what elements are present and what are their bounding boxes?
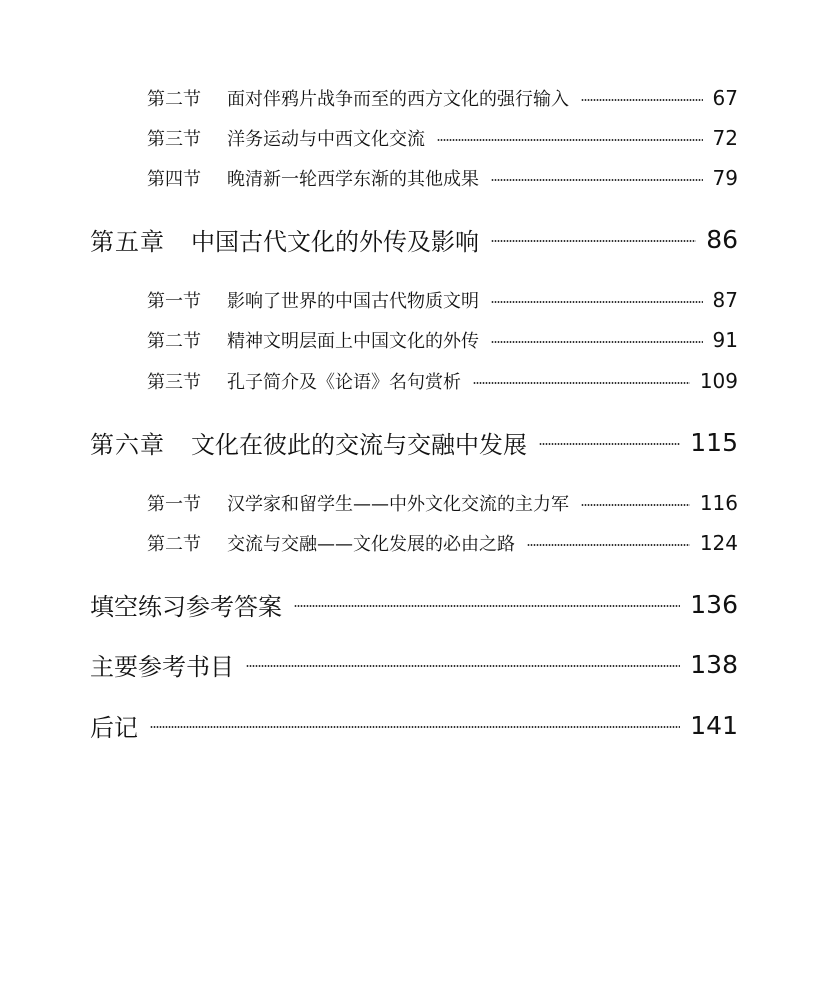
dot-leader bbox=[581, 99, 703, 101]
page-number: 87 bbox=[712, 288, 738, 312]
toc-entry-chapter bbox=[90, 222, 738, 256]
section-title: 晚清新一轮西学东渐的其他成果 bbox=[227, 169, 479, 190]
toc-entry-chapter bbox=[90, 425, 738, 459]
dot-leader bbox=[294, 605, 680, 607]
toc-entry-chapter bbox=[90, 708, 738, 742]
toc-entry-section bbox=[147, 529, 738, 557]
section-number: 第三节 bbox=[147, 372, 201, 393]
page-number: 115 bbox=[690, 427, 738, 457]
toc-entry-chapter bbox=[90, 647, 738, 681]
dot-leader bbox=[491, 341, 703, 343]
chapter-title: 后记 bbox=[90, 713, 138, 742]
page-number: 67 bbox=[712, 86, 738, 110]
dot-leader bbox=[491, 240, 696, 242]
dot-leader bbox=[539, 443, 680, 445]
chapter-number: 第六章 bbox=[90, 430, 165, 459]
dot-leader bbox=[473, 382, 690, 384]
dot-leader bbox=[491, 301, 703, 303]
page-number: 116 bbox=[699, 491, 738, 515]
page-number: 138 bbox=[690, 649, 738, 679]
dot-leader bbox=[150, 726, 680, 728]
toc-entry-section bbox=[147, 286, 738, 314]
page-number: 72 bbox=[712, 126, 738, 150]
toc-entry-section bbox=[147, 84, 738, 112]
page-number: 141 bbox=[690, 710, 738, 740]
page-number: 136 bbox=[690, 589, 738, 619]
toc-entry-section bbox=[147, 164, 738, 192]
section-number: 第二节 bbox=[147, 534, 201, 555]
page-number: 109 bbox=[699, 369, 738, 393]
chapter-title: 填空练习参考答案 bbox=[90, 592, 282, 621]
dot-leader bbox=[437, 139, 703, 141]
page-number: 124 bbox=[699, 531, 738, 555]
section-title: 影响了世界的中国古代物质文明 bbox=[227, 291, 479, 312]
section-title: 交流与交融——文化发展的必由之路 bbox=[227, 534, 515, 555]
section-number: 第二节 bbox=[147, 331, 201, 352]
section-number: 第一节 bbox=[147, 494, 201, 515]
section-title: 面对伴鸦片战争而至的西方文化的强行输入 bbox=[227, 89, 569, 110]
chapter-title: 文化在彼此的交流与交融中发展 bbox=[191, 430, 527, 459]
section-title: 洋务运动与中西文化交流 bbox=[227, 129, 425, 150]
dot-leader bbox=[581, 504, 690, 506]
chapter-title: 主要参考书目 bbox=[90, 652, 234, 681]
section-title: 精神文明层面上中国文化的外传 bbox=[227, 331, 479, 352]
section-title: 孔子简介及《论语》名句赏析 bbox=[227, 372, 461, 393]
dot-leader bbox=[527, 544, 690, 546]
section-number: 第三节 bbox=[147, 129, 201, 150]
toc-entry-chapter bbox=[90, 587, 738, 621]
chapter-number: 第五章 bbox=[90, 227, 165, 256]
section-number: 第四节 bbox=[147, 169, 201, 190]
section-number: 第二节 bbox=[147, 89, 201, 110]
toc-entry-section bbox=[147, 489, 738, 517]
section-title: 汉学家和留学生——中外文化交流的主力军 bbox=[227, 494, 569, 515]
section-number: 第一节 bbox=[147, 291, 201, 312]
chapter-title: 中国古代文化的外传及影响 bbox=[191, 227, 479, 256]
dot-leader bbox=[246, 665, 680, 667]
page-number: 91 bbox=[712, 328, 738, 352]
page-number: 79 bbox=[712, 166, 738, 190]
toc-entry-section bbox=[147, 326, 738, 354]
dot-leader bbox=[491, 179, 703, 181]
toc-entry-section bbox=[147, 124, 738, 152]
toc-entry-section bbox=[147, 367, 738, 395]
page-number: 86 bbox=[706, 224, 738, 254]
